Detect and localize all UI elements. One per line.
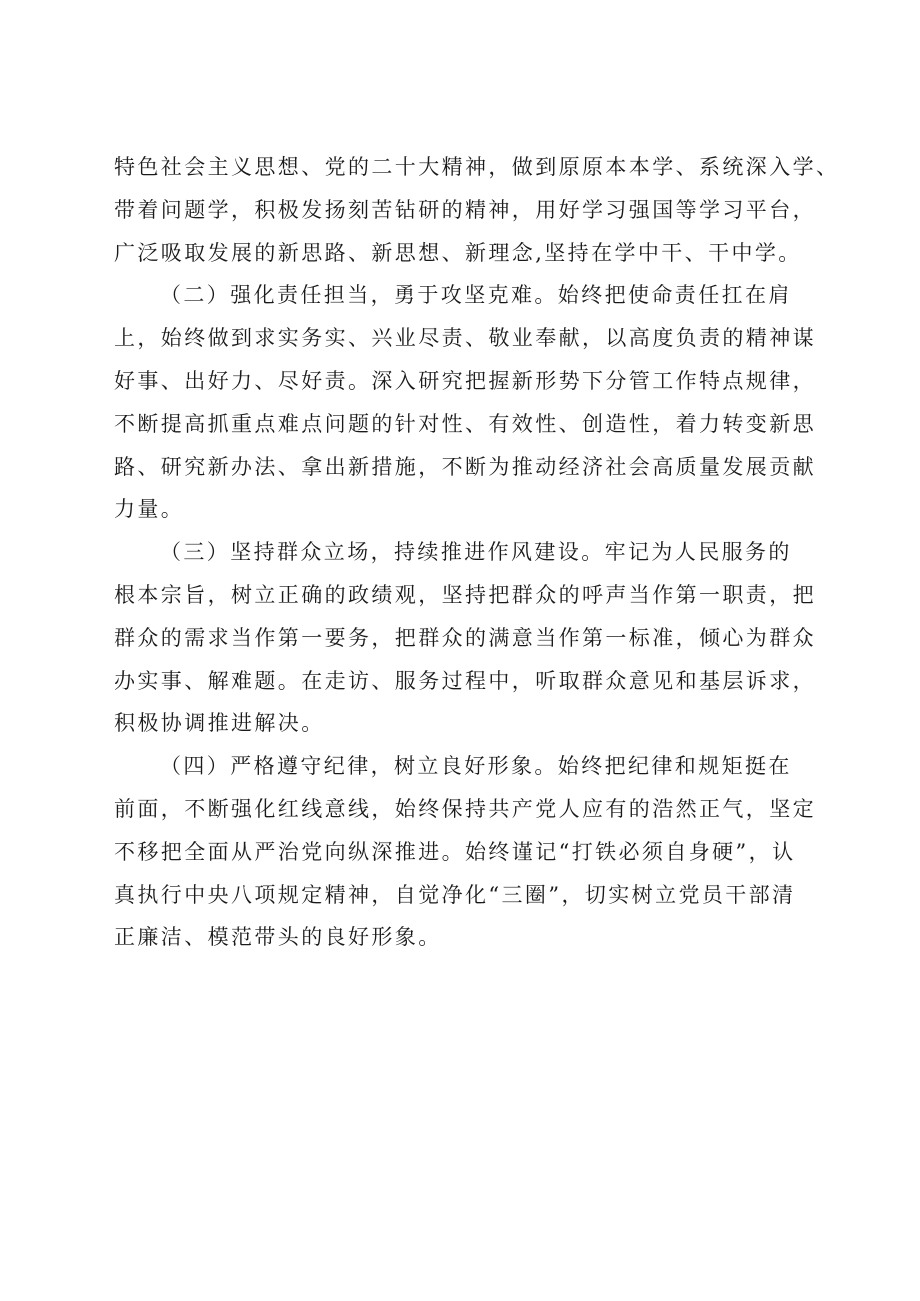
text-line: 办实事、解难题。在走访、服务过程中，听取群众意见和基层诉求， bbox=[114, 668, 816, 693]
text-line: 上，始终做到求实务实、兴业尽责、敬业奉献，以高度负责的精神谋 bbox=[114, 326, 816, 351]
text-line: 好事、出好力、尽好责。深入研究把握新形势下分管工作特点规律， bbox=[114, 368, 816, 393]
text-line: 真执行中央八项规定精神，自觉净化“三圈”，切实树立党员干部清 bbox=[114, 882, 796, 907]
text-line: 群众的需求当作第一要务，把群众的满意当作第一标准，倾心为群众 bbox=[114, 625, 816, 650]
text-line: 带着问题学，积极发扬刻苦钻研的精神，用好学习强国等学习平台， bbox=[114, 197, 816, 222]
paragraph-section-2 bbox=[114, 274, 834, 531]
text-line: 力量。 bbox=[114, 497, 185, 522]
paragraph-continuation bbox=[114, 146, 840, 274]
text-line: 正廉洁、模范带头的良好形象。 bbox=[114, 925, 442, 950]
text-line: 路、研究新办法、拿出新措施，不断为推动经济社会高质量发展贡献 bbox=[114, 454, 816, 479]
paragraph-section-3 bbox=[114, 531, 834, 745]
text-line: 不断提高抓重点难点问题的针对性、有效性、创造性，着力转变新思 bbox=[114, 411, 816, 436]
text-line: 特色社会主义思想、党的二十大精神，做到原原本本学、系统深入学、 bbox=[114, 155, 840, 179]
text-line: 前面，不断强化红线意线，始终保持共产党人应有的浩然正气，坚定 bbox=[114, 796, 816, 821]
text-line: 广泛吸取发展的新思路、新思想、新理念,坚持在学中干、干中学。 bbox=[114, 240, 802, 265]
text-line: 根本宗旨，树立正确的政绩观，坚持把群众的呼声当作第一职责，把 bbox=[114, 582, 816, 607]
document-body bbox=[114, 146, 840, 959]
section-heading-line: （三）坚持群众立场，持续推进作风建设。牢记为人民服务的 bbox=[160, 540, 792, 565]
text-line: 积极协调推进解决。 bbox=[114, 711, 325, 736]
paragraph-section-4 bbox=[114, 745, 834, 959]
section-heading-line: （四）严格遵守纪律，树立良好形象。始终把纪律和规矩挺在 bbox=[160, 754, 792, 779]
section-heading-line: （二）强化责任担当，勇于攻坚克难。始终把使命责任扛在肩 bbox=[160, 283, 792, 308]
text-line: 不移把全面从严治党向纵深推进。始终谨记“打铁必须自身硬”，认 bbox=[114, 839, 796, 864]
